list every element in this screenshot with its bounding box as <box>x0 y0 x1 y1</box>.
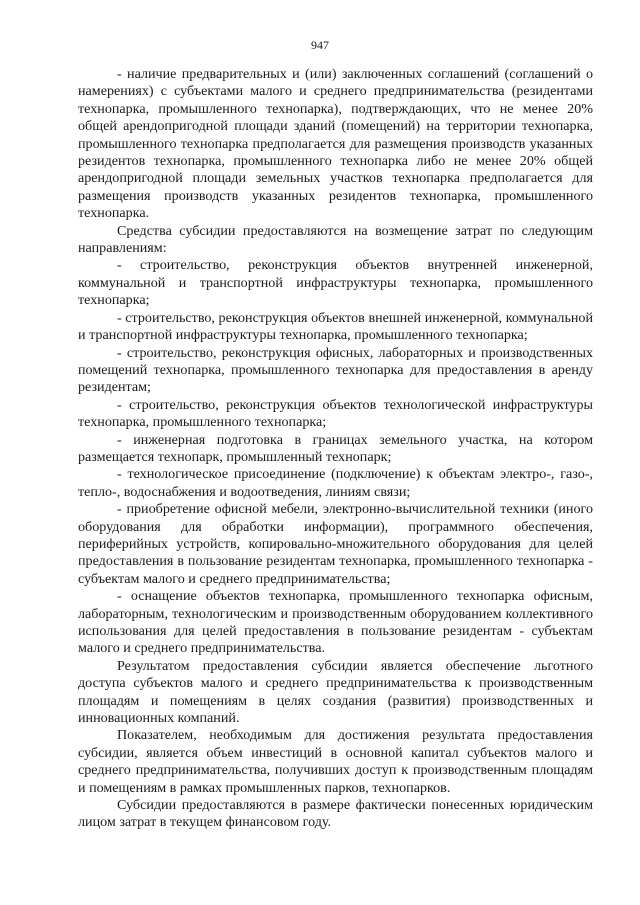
page-number: 947 <box>311 38 329 52</box>
paragraph-conditions-agreements: - наличие предварительных и (или) заключенных соглашений (соглашений о намерениях) с субъектами малого и среднего предпринимательства (резидентами технопарка, промышленного технопарка), подтверждающих, что не менее 20% общей арендопригодной площади зданий (помещений) на территории технопарка, промышленного технопарка предполагается для размещения производств указанных резидентов технопарка, промышленного технопарка либо не менее 20% общей арендопригодной площади земельных участков технопарка предполагается для размещения производств указанных резидентов технопарка, промышленного технопарка. <box>78 66 593 222</box>
list-item-external-infrastructure: - строительство, реконструкция объектов внешней инженерной, коммунальной и транспортной инфраструктуры технопарка, промышленного технопарка; <box>78 309 593 344</box>
paragraph-subsidy-directions: Средства субсидии предоставляются на возмещение затрат по следующим направлениям: <box>78 222 593 257</box>
list-item-technological-connection: - технологическое присоединение (подключение) к объектам электро-, газо-, тепло-, водоснабжения и водоотведения, линиям связи; <box>78 466 593 500</box>
list-item-engineering-preparation: - инженерная подготовка в границах земельного участка, на котором размещается технопарк, промышленный технопарк; <box>78 431 593 465</box>
paragraph-result: Результатом предоставления субсидии является обеспечение льготного доступа субъектов малого и среднего предпринимательства к производственным площадям и помещениям в целях создания (развития) производственных и инновационных компаний. <box>78 657 593 727</box>
paragraph-indicator: Показателем, необходимым для достижения результата предоставления субсидии, является объем инвестиций в основной капитал субъектов малого и среднего предпринимательства, получивших доступ к производственным площадям и помещениям в рамках промышленных парков, технопарков. <box>78 727 593 796</box>
list-item-internal-infrastructure: - строительство, реконструкция объектов внутренней инженерной, коммунальной и транспортной инфраструктуры технопарка, промышленного технопарка; <box>78 257 593 309</box>
page-body <box>78 66 593 832</box>
paragraph-subsidy-amount: Субсидии предоставляются в размере фактически понесенных юридическим лицом затрат в текущем финансовом году. <box>78 797 593 831</box>
list-item-premises: - строительство, реконструкция офисных, лабораторных и производственных помещений технопарка, промышленного технопарка для предоставления в аренду резидентам; <box>78 344 593 396</box>
list-item-collective-equipment: - оснащение объектов технопарка, промышленного технопарка офисным, лабораторным, технологическим и производственным оборудованием коллективного использования для целей предоставления в пользование резидентам - субъектам малого и среднего предпринимательства. <box>78 588 593 657</box>
list-item-office-equipment: - приобретение офисной мебели, электронно-вычислительной техники (иного оборудования для обработки информации), программного обеспечения, периферийных устройств, копировально-множительного оборудования для целей предоставления в пользование резидентам технопарка, промышленного технопарка - субъектам малого и среднего предпринимательства; <box>78 501 593 587</box>
list-item-technological-infrastructure: - строительство, реконструкция объектов технологической инфраструктуры технопарка, промышленного технопарка; <box>78 396 593 431</box>
